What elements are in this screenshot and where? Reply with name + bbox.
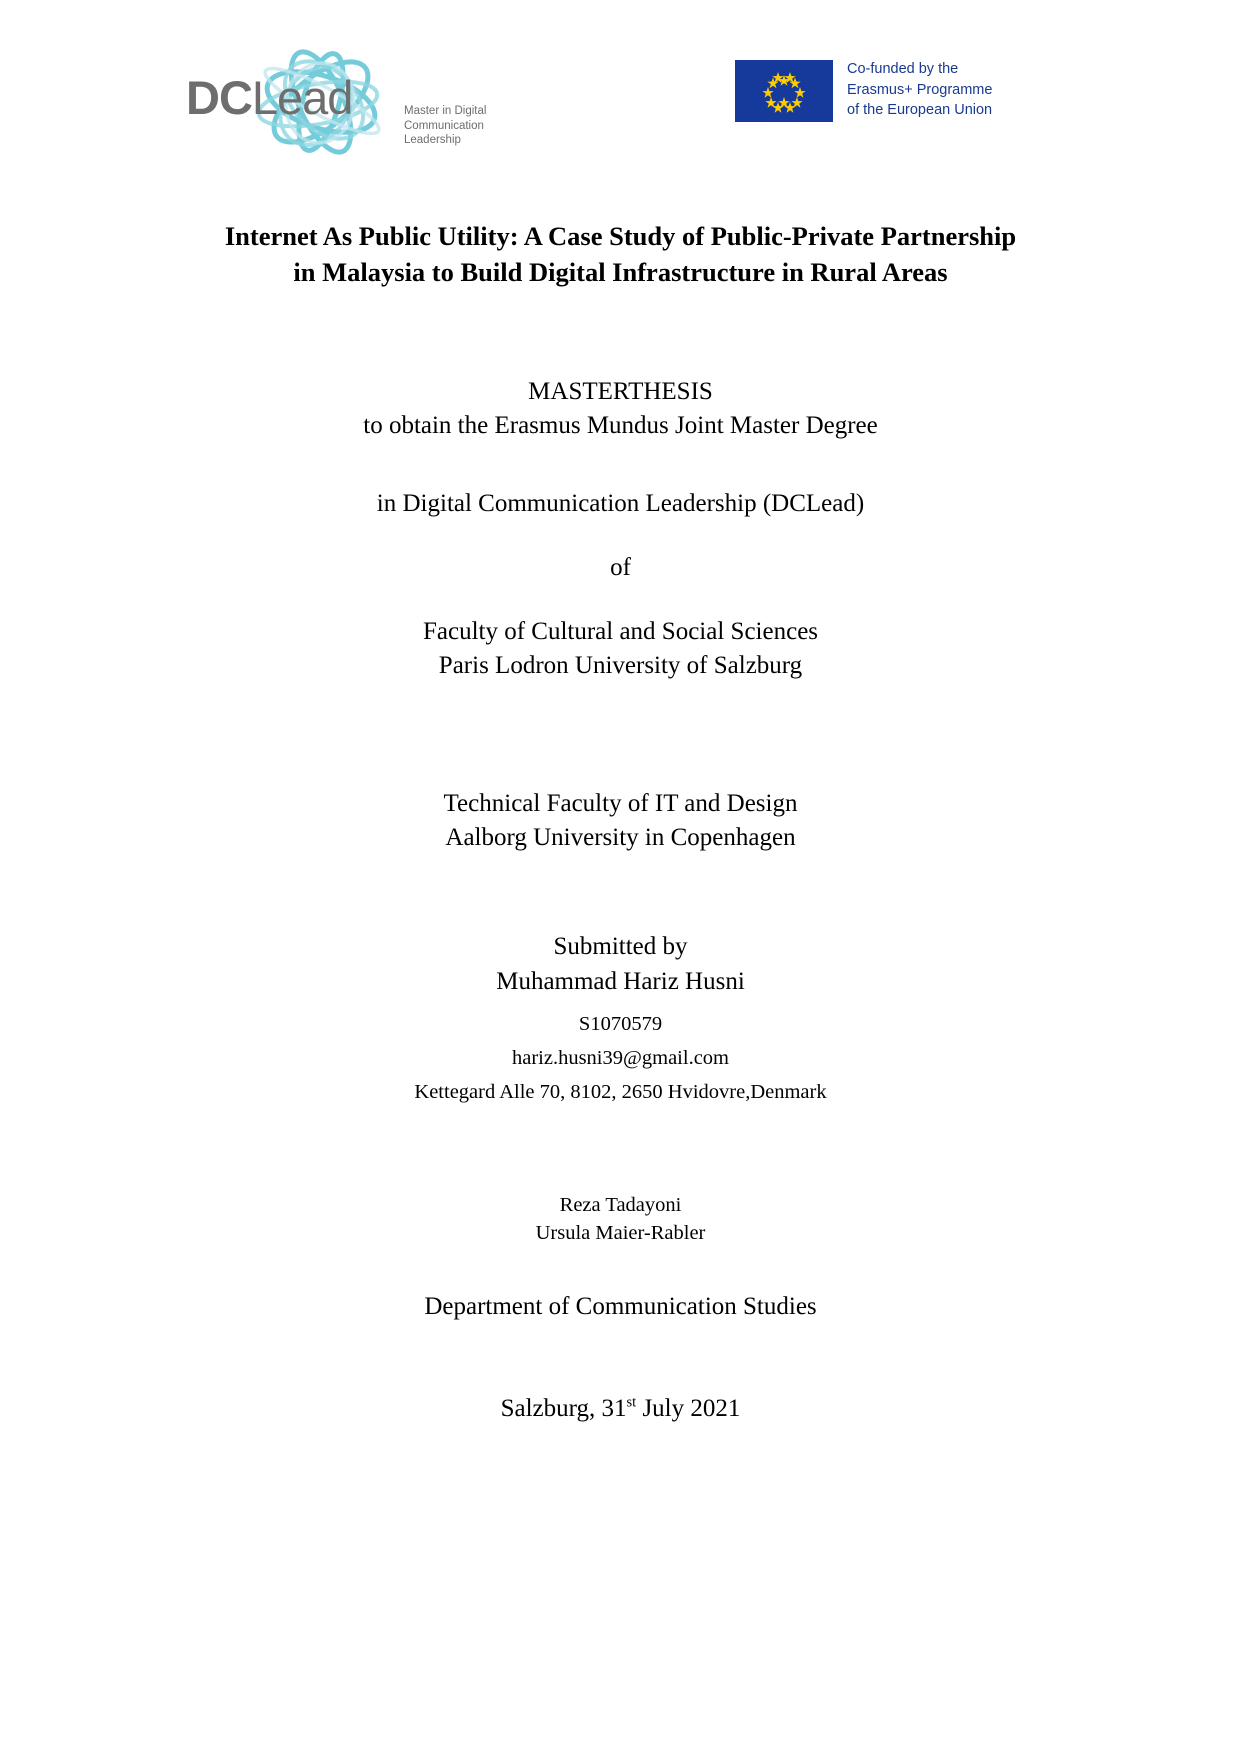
dclead-tagline-line-1: Master in Digital	[404, 105, 487, 117]
european-union-flag-icon	[735, 60, 833, 122]
author-email	[120, 1045, 1121, 1073]
institution-salzburg	[120, 615, 1121, 683]
thesis-programme-text: in Digital Communication Leadership (DCLead)	[376, 490, 865, 517]
supervisor-name-1: Reza Tadayoni	[559, 1194, 682, 1216]
page-header	[0, 24, 1241, 154]
author-address	[120, 1079, 1121, 1107]
eu-cofunding-text	[847, 59, 992, 121]
aalborg-university: Aalborg University in Copenhagen	[445, 823, 796, 851]
thesis-title-line-1: Internet As Public Utility: A Case Study of Public-Private Partnership	[224, 220, 1017, 251]
thesis-type: MASTERTHESIS	[528, 378, 713, 405]
dclead-tagline	[404, 104, 486, 148]
author-student-id	[120, 1011, 1121, 1039]
thesis-purpose: to obtain the Erasmus Mundus Joint Master Degree	[363, 411, 878, 439]
submitted-by-label	[120, 930, 1121, 964]
dclead-tagline-line-3: Leadership	[404, 134, 461, 147]
date-rest: July 2021	[636, 1395, 741, 1422]
eu-cofunding-badge	[735, 56, 993, 122]
author-name	[120, 965, 1121, 999]
salzburg-university: Paris Lodron University of Salzburg	[438, 651, 803, 679]
aalborg-faculty: Technical Faculty of IT and Design	[443, 790, 798, 817]
dclead-wordmark-lead: Lead	[251, 71, 353, 124]
institution-aalborg	[120, 787, 1121, 855]
submitted-by-text: Submitted by	[553, 933, 688, 960]
connector-of-text: of	[610, 554, 631, 581]
salzburg-faculty: Faculty of Cultural and Social Sciences	[422, 618, 819, 645]
dclead-logo	[186, 46, 506, 158]
date-and-place	[120, 1392, 1121, 1426]
connector-of	[120, 551, 1121, 585]
eu-text-line-2: Erasmus+ Programme	[847, 81, 993, 98]
date-city: Salzburg, 31	[500, 1395, 627, 1422]
author-name-text: Muhammad Hariz Husni	[496, 968, 745, 995]
author-student-id-text: S1070579	[578, 1013, 663, 1035]
thesis-programme	[120, 487, 1121, 521]
thesis-title-line-2: in Malaysia to Build Digital Infrastructure in Rural Areas	[293, 257, 948, 288]
department-block	[120, 1290, 1121, 1324]
thesis-title	[120, 218, 1121, 291]
dclead-tagline-line-2: Communication	[404, 119, 484, 132]
thesis-type-block	[120, 375, 1121, 443]
author-address-text: Kettegard Alle 70, 8102, 2650 Hvidovre,Denmark	[414, 1081, 827, 1103]
date-and-place-text	[120, 1392, 1121, 1426]
supervisor-name-2: Ursula Maier-Rabler	[535, 1221, 706, 1244]
eu-text-line-1: Co-funded by the	[847, 61, 959, 77]
dclead-wordmark-d: DC	[186, 71, 252, 124]
date-ordinal-suffix: st	[626, 1394, 637, 1411]
dclead-wordmark	[186, 71, 353, 124]
author-email-text: hariz.husni39@gmail.com	[511, 1047, 729, 1069]
department-text: Department of Communication Studies	[424, 1293, 817, 1320]
supervisors-block	[120, 1192, 1121, 1247]
eu-text-line-3: of the European Union	[847, 102, 993, 119]
